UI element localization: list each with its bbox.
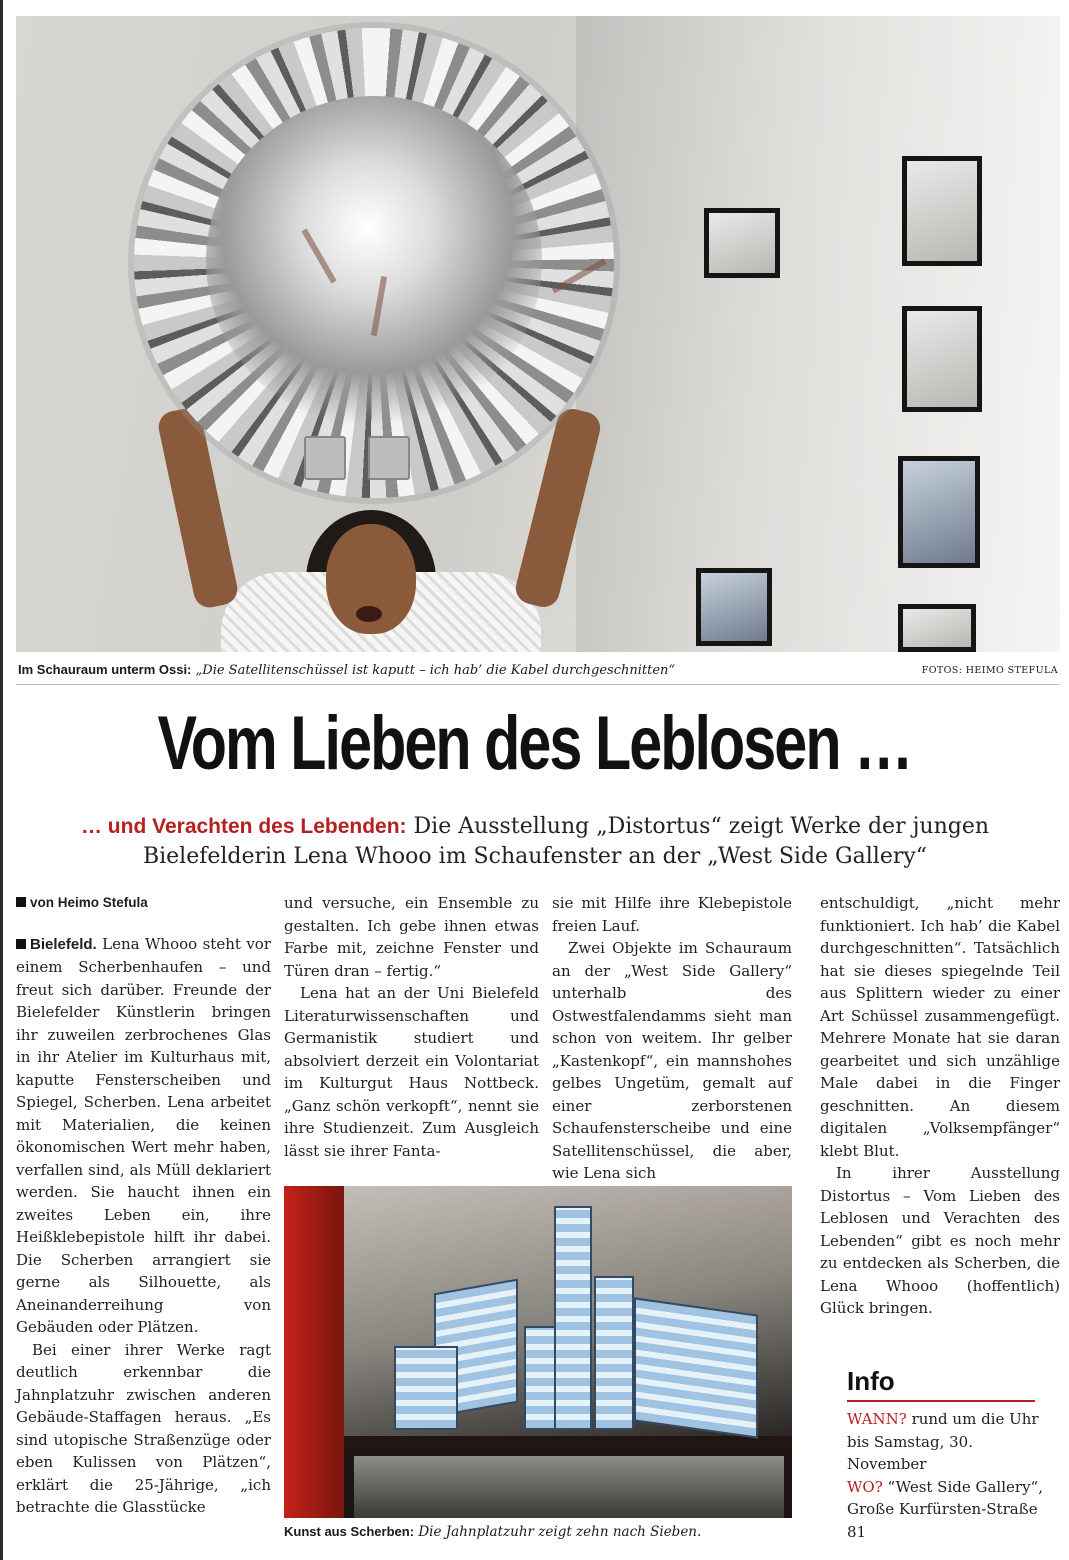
second-caption-text: Die Jahnplatzuhr zeigt zehn nach Sieben. <box>414 1524 702 1540</box>
page-edge <box>0 0 3 1560</box>
byline-text: von Heimo Stefula <box>30 895 148 910</box>
square-bullet-icon <box>16 939 26 949</box>
main-photo <box>16 16 1060 652</box>
article-column-1 <box>16 892 271 1519</box>
glass-building-sculpture <box>634 1297 758 1438</box>
info-box <box>847 1408 1047 1543</box>
article-paragraph <box>16 933 271 1339</box>
glass-building-sculpture <box>594 1276 634 1430</box>
article-paragraph: und versuche, ein Ensemble zu gestalten. Ich gebe ihnen etwas Farbe mit, zeichne Fenster und Türen dran – fertig.“ <box>284 894 539 980</box>
byline <box>16 892 271 915</box>
second-photo <box>284 1186 792 1518</box>
info-when-key: WANN? <box>847 1410 907 1428</box>
headline: Vom Lieben des Leblosen … <box>157 701 912 786</box>
wall-picture-1 <box>704 208 780 278</box>
deck <box>40 812 1030 872</box>
cable-plug-left <box>304 436 346 480</box>
wall-shading <box>576 16 1060 652</box>
deck-line-1 <box>40 812 1030 842</box>
red-door-frame <box>284 1186 344 1518</box>
caption-label: Im Schauraum unterm Ossi: <box>18 662 192 677</box>
glass-shelf <box>354 1456 784 1518</box>
info-where <box>847 1476 1047 1544</box>
deck-line-1-rest: Die Ausstellung „Distortus“ zeigt Werke der jungen <box>406 814 990 839</box>
article-column-4 <box>820 892 1060 1320</box>
info-title: Info <box>847 1366 895 1396</box>
cable-plug-right <box>368 436 410 480</box>
info-where-key: WO? <box>847 1477 883 1496</box>
mirror-dish-center <box>206 96 542 426</box>
article-column-2 <box>284 892 539 1162</box>
photo-caption <box>18 660 1058 680</box>
artist-mouth <box>356 606 382 622</box>
glass-building-sculpture <box>394 1346 458 1430</box>
second-photo-caption <box>284 1524 804 1540</box>
glass-building-sculpture <box>554 1206 592 1430</box>
article-paragraph: Bei einer ihrer Werke ragt deutlich erkennbar die Jahnplatzuhr zwischen anderen Gebäude-Staffagen heraus. „Es sind utopische Straßenzüge oder eben Kulissen von Plätzen“, erklärt die 25-Jährige, „ich betrachte die Glasstücke <box>16 1340 271 1516</box>
caption-quote: „Die Satellitenschüssel ist kaputt – ich hab’ die Kabel durchgeschnitten“ <box>195 663 676 678</box>
wall-picture-4 <box>898 456 980 568</box>
wall-picture-2 <box>902 156 982 266</box>
photo-caption-text <box>18 662 675 678</box>
square-bullet-icon <box>16 897 26 907</box>
article-paragraph: In ihrer Ausstellung Distortus – Vom Lieben des Leblosen und Verachten des Lebenden“ gibt es noch mehr zu entdecken als Scherben, die Lena Whooo (hoffentlich) Glück bringen. <box>820 1164 1060 1317</box>
deck-lead: … und Verachten des Lebenden: <box>80 815 407 838</box>
article-paragraph: Lena hat an der Uni Bielefeld Literaturwissenschaften und Germanistik studiert und absolviert derzeit ein Volontariat im Kulturgut Haus Nottbeck. „Ganz schön verkopft“, nennt sie ihre Studienzeit. Zum Ausgleich lässt sie ihrer Fanta- <box>284 984 539 1160</box>
wall-picture-6 <box>898 604 976 652</box>
article-column-3 <box>552 892 792 1185</box>
article-paragraph: entschuldigt, „nicht mehr funktioniert. Ich hab’ die Kabel durchgeschnitten“. Tatsächlich hat sie dieses spiegelnde Teil aus Splittern wieder zu einer Art Schüssel zusammengefügt. Mehrere Monate hat sie daran gearbeitet und sich unzählige Male dabei in die Finger geschnitten. An diesem digitalen „Volksempfänger“ klebt Blut. <box>820 894 1060 1160</box>
article-paragraph: Zwei Objekte im Schauraum an der „West Side Gallery“ unterhalb des Ostwestfalendamms sieht man schon von weitem. Ihr gelber „Kastenkopf“, ein mannshohes gelbes Ungetüm, gemalt auf einer zerborstenen Schaufensterscheibe und eine Satellitenschüssel, die aber, wie Lena sich <box>552 939 792 1182</box>
caption-rule <box>16 684 1060 685</box>
info-rule <box>847 1400 1035 1402</box>
second-caption-label: Kunst aus Scherben: <box>284 1524 415 1539</box>
wall-picture-5 <box>696 568 772 646</box>
info-where-value: “West Side Gallery“, Große Kurfürsten-Straße 81 <box>847 1477 1043 1541</box>
info-when-value: rund um die Uhr bis Samstag, 30. November <box>847 1410 1039 1473</box>
wall-picture-3 <box>902 306 982 412</box>
dateline: Bielefeld. <box>30 935 97 953</box>
photo-credit: FOTOS: HEIMO STEFULA <box>921 664 1058 676</box>
info-when <box>847 1408 1047 1476</box>
article-paragraph: sie mit Hilfe ihre Klebepistole freien Lauf. <box>552 894 792 935</box>
paragraph-text: Lena Whooo steht vor einem Scherbenhaufen – und freut sich darüber. Freunde der Bielefelder Künstlerin bringen ihr zuweilen zerbrochenes Glas in ihr Atelier im Kulturhaus mit, kaputte Fensterscheiben und Spiegel, Scherben. Lena arbeitet mit Materialien, die keinen ökonomischen Wert mehr haben, verfallen sind, als Müll deklariert werden. Sie haucht ihnen ein zweites Leben ein, ihre Heißklebepistole hilft ihr dabei. Die Scherben arrangiert sie gerne als Silhouette, als Aneinanderreihung von Gebäuden oder Plätzen. <box>16 934 271 1336</box>
deck-line-2: Bielefelderin Lena Whooo im Schaufenster an der „West Side Gallery“ <box>142 844 928 869</box>
